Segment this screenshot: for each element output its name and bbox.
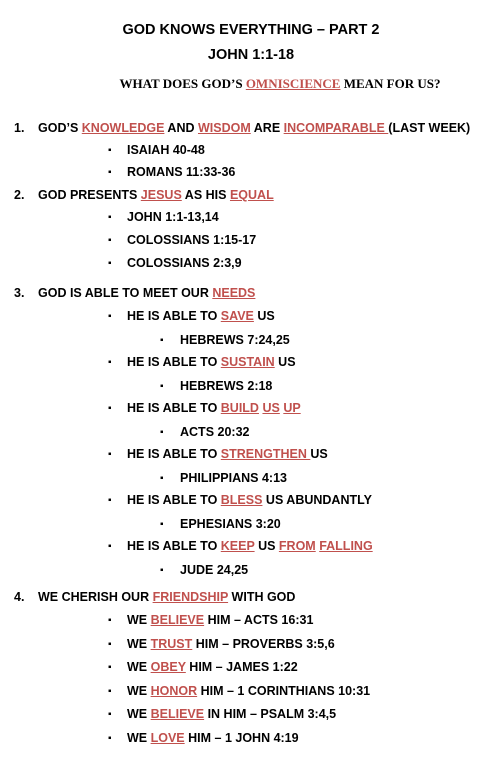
able-statement	[127, 493, 372, 507]
bullet-icon: ▪	[108, 258, 112, 269]
outline-text: HIM – PROVERBS 3:5,6	[192, 636, 335, 651]
bullet-icon: ▪	[108, 732, 112, 744]
bullet-icon: ▪	[108, 615, 112, 626]
highlight-word: FALLING	[319, 539, 373, 553]
outline-text: ARE	[250, 121, 284, 135]
highlight-word: BUILD	[220, 401, 259, 415]
highlight-word: WISDOM	[197, 121, 251, 135]
bullet-icon: ▪	[160, 381, 164, 392]
outline-text: (LAST WEEK)	[388, 121, 471, 135]
outline-text: GOD PRESENTS	[38, 188, 141, 202]
highlight-word: SUSTAIN	[220, 355, 275, 369]
friendship-statement	[127, 613, 313, 627]
outline-text: IN HIM – PSALM 3:4,5	[204, 707, 337, 721]
question-text: WHAT DOES GOD’S	[119, 76, 246, 91]
highlight-word: NEEDS	[212, 286, 256, 300]
bullet-icon: ▪	[160, 519, 164, 530]
bullet-icon: ▪	[160, 473, 164, 484]
highlight-word: FROM	[278, 539, 316, 553]
highlight-word: JESUS	[140, 188, 182, 202]
point-number: 3.	[14, 286, 25, 300]
scripture-reference: EPHESIANS 3:20	[180, 517, 281, 531]
outline-text: US ABUNDANTLY	[262, 493, 372, 507]
scripture-reference: JOHN 1:1-13,14	[127, 210, 219, 224]
outline-text: HE IS ABLE TO	[127, 447, 221, 461]
outline-text: WITH GOD	[228, 590, 296, 604]
outline-text: US	[310, 447, 328, 461]
highlight-word: KNOWLEDGE	[81, 121, 165, 135]
outline-text: HIM – 1 JOHN 4:19	[184, 730, 299, 745]
bullet-icon: ▪	[108, 495, 112, 506]
point-heading	[38, 286, 255, 300]
bullet-icon: ▪	[108, 449, 112, 460]
point-number: 2.	[14, 188, 25, 202]
highlight-word: BLESS	[220, 493, 263, 507]
page-question	[0, 76, 502, 92]
point-heading	[38, 188, 274, 202]
highlight-word: BELIEVE	[150, 707, 205, 721]
outline-text: GOD IS ABLE TO MEET OUR	[38, 286, 213, 300]
scripture-reference: ISAIAH 40-48	[127, 143, 205, 157]
outline-text: AS HIS	[181, 188, 230, 202]
scripture-reference: ACTS 20:32	[180, 425, 250, 439]
outline-text: WE	[127, 730, 151, 745]
question-text-end: MEAN FOR US?	[340, 76, 441, 91]
highlight-word: US	[262, 401, 280, 415]
outline-text: HE IS ABLE TO	[127, 493, 221, 507]
friendship-statement	[127, 660, 298, 674]
able-statement	[127, 355, 296, 369]
bullet-icon: ▪	[160, 427, 164, 438]
able-statement	[127, 539, 373, 553]
page-subtitle: JOHN 1:1-18	[207, 47, 295, 63]
bullet-icon: ▪	[160, 335, 164, 346]
bullet-icon: ▪	[108, 685, 112, 697]
bullet-icon: ▪	[160, 565, 164, 576]
highlight-word: LOVE	[150, 730, 185, 745]
highlight-word: HONOR	[150, 683, 198, 698]
scripture-reference: PHILIPPIANS 4:13	[180, 471, 287, 485]
outline-text: HIM – 1 CORINTHIANS 10:31	[197, 683, 371, 698]
highlight-word: BELIEVE	[150, 613, 205, 627]
scripture-reference: JUDE 24,25	[180, 563, 249, 577]
bullet-icon: ▪	[108, 235, 112, 246]
scripture-reference: ROMANS 11:33-36	[127, 165, 236, 179]
point-number: 4.	[14, 590, 25, 604]
outline-text: WE	[127, 636, 151, 651]
outline-text: HE IS ABLE TO	[127, 539, 221, 553]
able-statement	[127, 447, 328, 461]
highlight-word: EQUAL	[229, 188, 274, 202]
bullet-icon: ▪	[108, 167, 112, 178]
outline-text: WE	[127, 613, 151, 627]
bullet-icon: ▪	[108, 212, 112, 223]
highlight-word: UP	[283, 401, 301, 415]
highlight-word: FRIENDSHIP	[152, 590, 229, 604]
bullet-icon: ▪	[108, 145, 112, 156]
highlight-word: INCOMPARABLE	[283, 121, 389, 135]
friendship-statement	[127, 707, 336, 721]
able-statement	[127, 401, 301, 415]
outline-text: WE	[127, 707, 151, 721]
highlight-word: SAVE	[220, 309, 254, 323]
outline-text: US	[274, 355, 296, 369]
scripture-reference: HEBREWS 2:18	[180, 379, 273, 393]
outline-text: HIM – JAMES 1:22	[185, 660, 298, 674]
bullet-icon: ▪	[108, 709, 112, 720]
outline-text: US	[253, 309, 275, 323]
outline-text: GOD’S	[38, 121, 82, 135]
page-title: GOD KNOWS EVERYTHING – PART 2	[122, 22, 380, 38]
bullet-icon: ▪	[108, 403, 112, 414]
question-highlight: OMNISCIENCE	[245, 76, 341, 91]
highlight-word: TRUST	[150, 636, 193, 651]
friendship-statement	[127, 731, 299, 745]
scripture-reference: HEBREWS 7:24,25	[180, 333, 290, 347]
friendship-statement	[127, 684, 370, 698]
able-statement	[127, 309, 275, 323]
highlight-word: KEEP	[220, 539, 255, 553]
point-number: 1.	[14, 121, 25, 135]
outline-text: WE	[127, 660, 151, 674]
point-heading	[38, 590, 295, 604]
outline-text: WE	[127, 683, 151, 698]
outline-text: US	[254, 539, 279, 553]
highlight-word: STRENGTHEN	[220, 447, 311, 461]
outline-text: WE CHERISH OUR	[38, 590, 153, 604]
point-heading	[38, 121, 470, 135]
highlight-word: OBEY	[150, 660, 186, 674]
bullet-icon: ▪	[108, 541, 112, 552]
bullet-icon: ▪	[108, 638, 112, 650]
bullet-icon: ▪	[108, 311, 112, 322]
bullet-icon: ▪	[108, 357, 112, 368]
outline-text: HE IS ABLE TO	[127, 355, 221, 369]
outline-text: HE IS ABLE TO	[127, 401, 221, 415]
outline-text: HIM – ACTS 16:31	[204, 613, 314, 627]
outline-text: AND	[164, 121, 198, 135]
outline-text: HE IS ABLE TO	[127, 309, 221, 323]
friendship-statement	[127, 637, 335, 651]
scripture-reference: COLOSSIANS 1:15-17	[127, 233, 257, 247]
scripture-reference: COLOSSIANS 2:3,9	[127, 256, 242, 270]
bullet-icon: ▪	[108, 662, 112, 673]
